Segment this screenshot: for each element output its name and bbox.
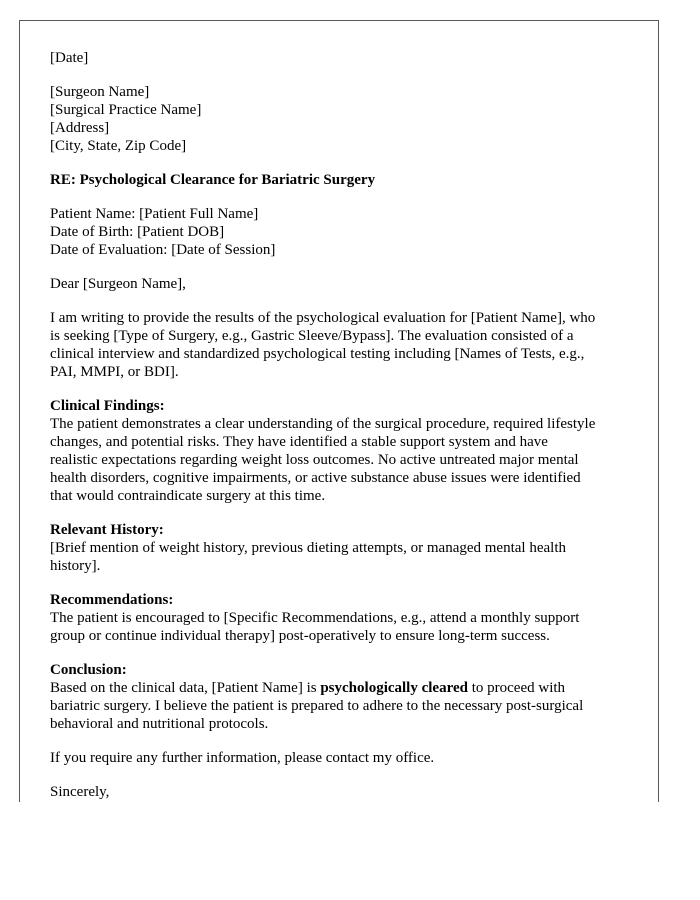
- conclusion-text: to proceed with: [467, 680, 566, 696]
- recommendations-heading: Recommendations:: [50, 592, 174, 608]
- patient-name-line: Patient Name: [Patient Full Name]: [50, 206, 259, 222]
- recipient-practice-name: [Surgical Practice Name]: [50, 102, 202, 118]
- clinical-findings-line: changes, and potential risks. They have identified a stable support system and have: [50, 434, 548, 450]
- conclusion-line: bariatric surgery. I believe the patient is prepared to adhere to the necessary post-surgical: [50, 698, 584, 714]
- sign-off: Sincerely,: [50, 784, 110, 800]
- clinical-findings-line: health disorders, cognitive impairments, or active substance abuse issues were identified: [50, 470, 581, 486]
- conclusion-text: Based on the clinical data, [Patient Name] is: [50, 680, 321, 696]
- letter-date: [Date]: [50, 50, 89, 66]
- recommendations-section: [50, 591, 640, 645]
- intro-line: clinical interview and standardized psychological testing including [Names of Tests, e.g.,: [50, 346, 585, 362]
- clearance-status-text: psychologically cleared: [320, 680, 468, 696]
- relevant-history-line: [Brief mention of weight history, previous dieting attempts, or managed mental health: [50, 540, 566, 556]
- intro-line: I am writing to provide the results of the psychological evaluation for [Patient Name], who: [50, 310, 596, 326]
- patient-info-block: [50, 205, 640, 259]
- conclusion-section: [50, 661, 640, 733]
- intro-line: is seeking [Type of Surgery, e.g., Gastric Sleeve/Bypass]. The evaluation consisted of a: [50, 328, 574, 344]
- intro-paragraph: [50, 309, 640, 381]
- clinical-findings-section: [50, 397, 640, 505]
- relevant-history-heading: Relevant History:: [50, 522, 164, 538]
- conclusion-heading: Conclusion:: [50, 662, 127, 678]
- clinical-findings-line: The patient demonstrates a clear understanding of the surgical procedure, required lifestyle: [50, 416, 596, 432]
- conclusion-line: behavioral and nutritional protocols.: [50, 716, 269, 732]
- relevant-history-section: [50, 521, 640, 575]
- letter-body: [50, 49, 640, 801]
- conclusion-line: [50, 679, 640, 697]
- recommendations-line: The patient is encouraged to [Specific Recommendations, e.g., attend a monthly support: [50, 610, 580, 626]
- closing-request: If you require any further information, please contact my office.: [50, 750, 435, 766]
- clinical-findings-line: that would contraindicate surgery at this time.: [50, 488, 326, 504]
- subject-line: RE: Psychological Clearance for Bariatric Surgery: [50, 172, 376, 188]
- letter-page: [19, 20, 659, 802]
- salutation: Dear [Surgeon Name],: [50, 276, 186, 292]
- intro-line: PAI, MMPI, or BDI].: [50, 364, 179, 380]
- recipient-block: [50, 83, 640, 155]
- recipient-surgeon-name: [Surgeon Name]: [50, 84, 150, 100]
- recommendations-line: group or continue individual therapy] post-operatively to ensure long-term success.: [50, 628, 550, 644]
- recipient-city-state-zip: [City, State, Zip Code]: [50, 138, 187, 154]
- recipient-address: [Address]: [50, 120, 110, 136]
- clinical-findings-line: realistic expectations regarding weight loss outcomes. No active untreated major mental: [50, 452, 579, 468]
- relevant-history-line: history].: [50, 558, 101, 574]
- evaluation-date-line: Date of Evaluation: [Date of Session]: [50, 242, 276, 258]
- patient-dob-line: Date of Birth: [Patient DOB]: [50, 224, 225, 240]
- clinical-findings-heading: Clinical Findings:: [50, 398, 165, 414]
